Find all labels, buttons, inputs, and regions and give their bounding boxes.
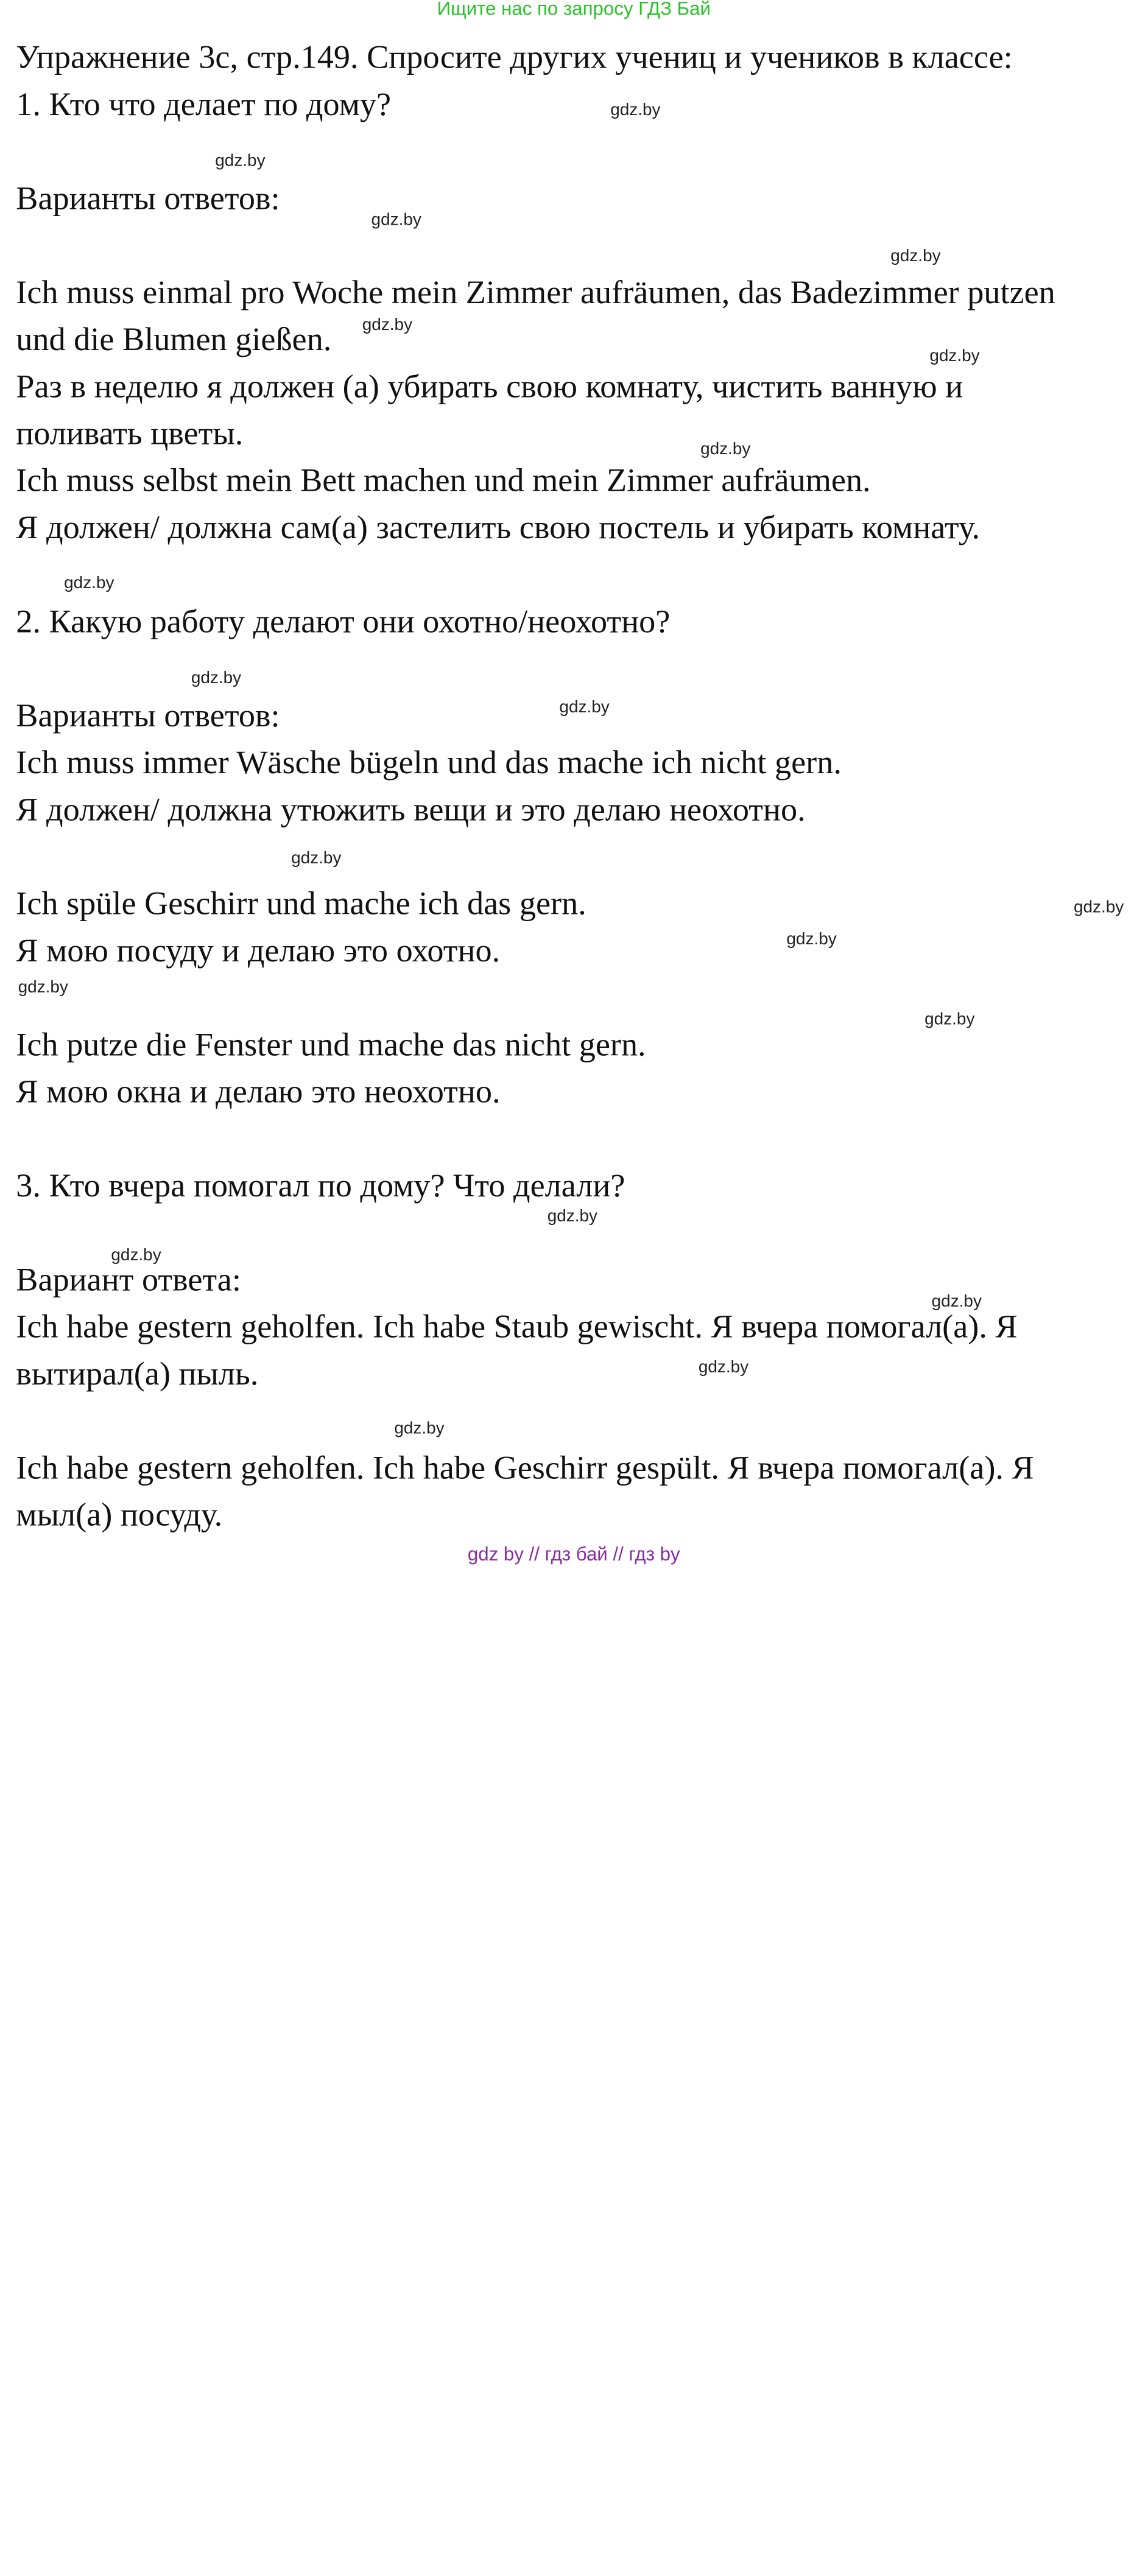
answer-4-russian: Я мою посуду и делаю это охотно.: [16, 933, 501, 970]
answer-label-3: Вариант ответа:: [16, 1262, 241, 1299]
watermark: gdz.by: [215, 151, 266, 170]
watermark: gdz.by: [929, 346, 980, 365]
answer-3-german: Ich muss immer Wäsche bügeln und das mache ich nicht gern.: [16, 745, 842, 782]
question-3: 3. Кто вчера помогал по дому? Что делали?: [16, 1168, 625, 1205]
watermark: gdz.by: [362, 315, 413, 334]
watermark: gdz.by: [698, 1357, 749, 1377]
answer-7-line-2: мыл(а) посуду.: [16, 1497, 223, 1534]
answer-2-german: Ich muss selbst mein Bett machen und mein Zimmer aufräumen.: [16, 463, 871, 499]
watermark: gdz.by: [18, 977, 68, 997]
question-2: 2. Какую работу делают они охотно/неохотно?: [16, 604, 671, 640]
answer-6-line-2: вытирал(а) пыль.: [16, 1356, 259, 1393]
watermark: gdz.by: [924, 1009, 975, 1029]
answer-1-russian-line-1: Раз в неделю я должен (а) убирать свою комнату, чистить ванную и: [16, 369, 963, 405]
watermark: gdz.by: [890, 246, 941, 265]
answer-1-russian-line-2: поливать цветы.: [16, 416, 244, 452]
answer-7-line-1: Ich habe gestern geholfen. Ich habe Geschirr gespült. Я вчера помогал(а). Я: [16, 1450, 1034, 1487]
watermark: gdz.by: [1073, 897, 1124, 916]
answer-2-russian: Я должен/ должна сам(а) застелить свою постель и убирать комнату.: [16, 510, 981, 547]
answer-5-german: Ich putze die Fenster und mache das nicht gern.: [16, 1027, 646, 1064]
watermark: gdz.by: [64, 573, 114, 592]
answer-1-german-line-2: und die Blumen gießen.: [16, 322, 332, 359]
watermark: gdz.by: [786, 929, 837, 949]
answers-label-1: Варианты ответов:: [16, 181, 280, 217]
watermark: gdz.by: [700, 439, 751, 458]
watermark: gdz.by: [547, 1206, 598, 1226]
watermark: gdz.by: [610, 100, 661, 119]
watermark: gdz.by: [111, 1245, 161, 1265]
watermark: gdz.by: [371, 210, 421, 230]
question-1: 1. Кто что делает по дому?: [16, 86, 392, 124]
footer-links[interactable]: gdz by // гдз бай // гдз by: [467, 1544, 680, 1566]
watermark: gdz.by: [394, 1418, 445, 1437]
answer-3-russian: Я должен/ должна утюжить вещи и это делаю неохотно.: [16, 792, 806, 829]
watermark: gdz.by: [191, 668, 242, 687]
answer-1-german-line-1: Ich muss einmal pro Woche mein Zimmer aufräumen, das Badezimmer putzen: [16, 275, 1055, 311]
answer-5-russian: Я мою окна и делаю это неохотно.: [16, 1074, 501, 1111]
watermark: gdz.by: [931, 1291, 982, 1311]
answer-4-german: Ich spüle Geschirr und mache ich das gern.: [16, 886, 586, 922]
watermark: gdz.by: [559, 697, 610, 717]
watermark: gdz.by: [291, 848, 342, 868]
answers-label-2: Варианты ответов:: [16, 698, 280, 734]
exercise-title: Упражнение 3с, стр.149. Спросите других учениц и учеников в классе:: [16, 40, 1013, 76]
promo-header[interactable]: Ищите нас по запросу ГДЗ Бай: [437, 0, 711, 20]
answer-6-line-1: Ich habe gestern geholfen. Ich habe Staub gewischt. Я вчера помогал(а). Я: [16, 1309, 1018, 1346]
